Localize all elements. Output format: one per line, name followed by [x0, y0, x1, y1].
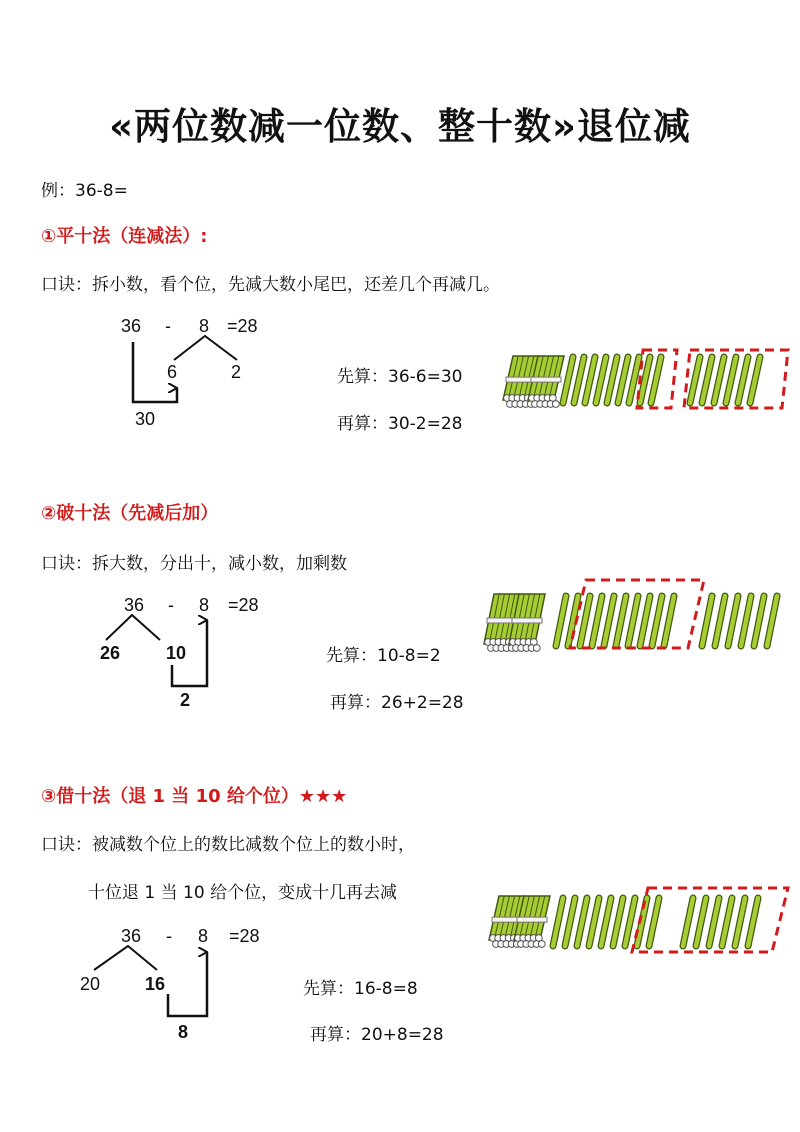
s1-minuend: 36 — [121, 316, 142, 336]
section3-rhyme-line1: 口诀：被减数个位上的数比减数个位上的数小时， — [41, 835, 415, 855]
example-label: 例：36-8= — [41, 181, 128, 201]
s2-minuend: 36 — [124, 595, 145, 615]
s2-split-b: 10 — [166, 643, 187, 663]
s3-result: =28 — [229, 926, 260, 946]
s1-step2: 再算：30-2=28 — [337, 414, 463, 434]
s2-minus-sign: - — [168, 595, 174, 615]
s2-split-a: 26 — [100, 643, 121, 663]
s3-step1: 先算：16-8=8 — [303, 979, 418, 999]
s3-intermediate: 8 — [178, 1022, 189, 1042]
s2-intermediate: 2 — [180, 690, 191, 710]
s2-step1: 先算：10-8=2 — [326, 646, 441, 666]
s1-split-b: 2 — [231, 362, 242, 382]
s1-minus-sign: - — [165, 316, 171, 336]
s1-intermediate: 30 — [135, 409, 156, 429]
section1-heading: ①平十法（连减法）: — [41, 226, 208, 247]
page-title: «两位数减一位数、整十数»退位减 — [109, 105, 691, 148]
section1-rhyme: 口诀：拆小数，看个位，先减大数小尾巴，还差几个再减几。 — [41, 275, 500, 295]
s2-result: =28 — [228, 595, 259, 615]
s1-subtrahend: 8 — [199, 316, 210, 336]
s1-step1: 先算：36-6=30 — [337, 367, 463, 387]
section3-rhyme-line2: 十位退 1 当 10 给个位，变成十几再去减 — [88, 883, 398, 903]
section3-heading: ③借十法（退 1 当 10 给个位）★★★ — [41, 786, 348, 807]
s3-split-a: 20 — [80, 974, 101, 994]
s3-step2: 再算：20+8=28 — [310, 1025, 444, 1045]
s1-split-a: 6 — [167, 362, 178, 382]
s2-subtrahend: 8 — [199, 595, 210, 615]
s3-minuend: 36 — [121, 926, 142, 946]
s3-subtrahend: 8 — [198, 926, 209, 946]
section2-heading: ②破十法（先减后加） — [41, 503, 219, 524]
s2-step2: 再算：26+2=28 — [330, 693, 464, 713]
s1-result: =28 — [227, 316, 258, 336]
s3-split-b: 16 — [145, 974, 166, 994]
s3-minus-sign: - — [166, 926, 172, 946]
section2-rhyme: 口诀：拆大数，分出十，减小数，加剩数 — [41, 554, 347, 574]
